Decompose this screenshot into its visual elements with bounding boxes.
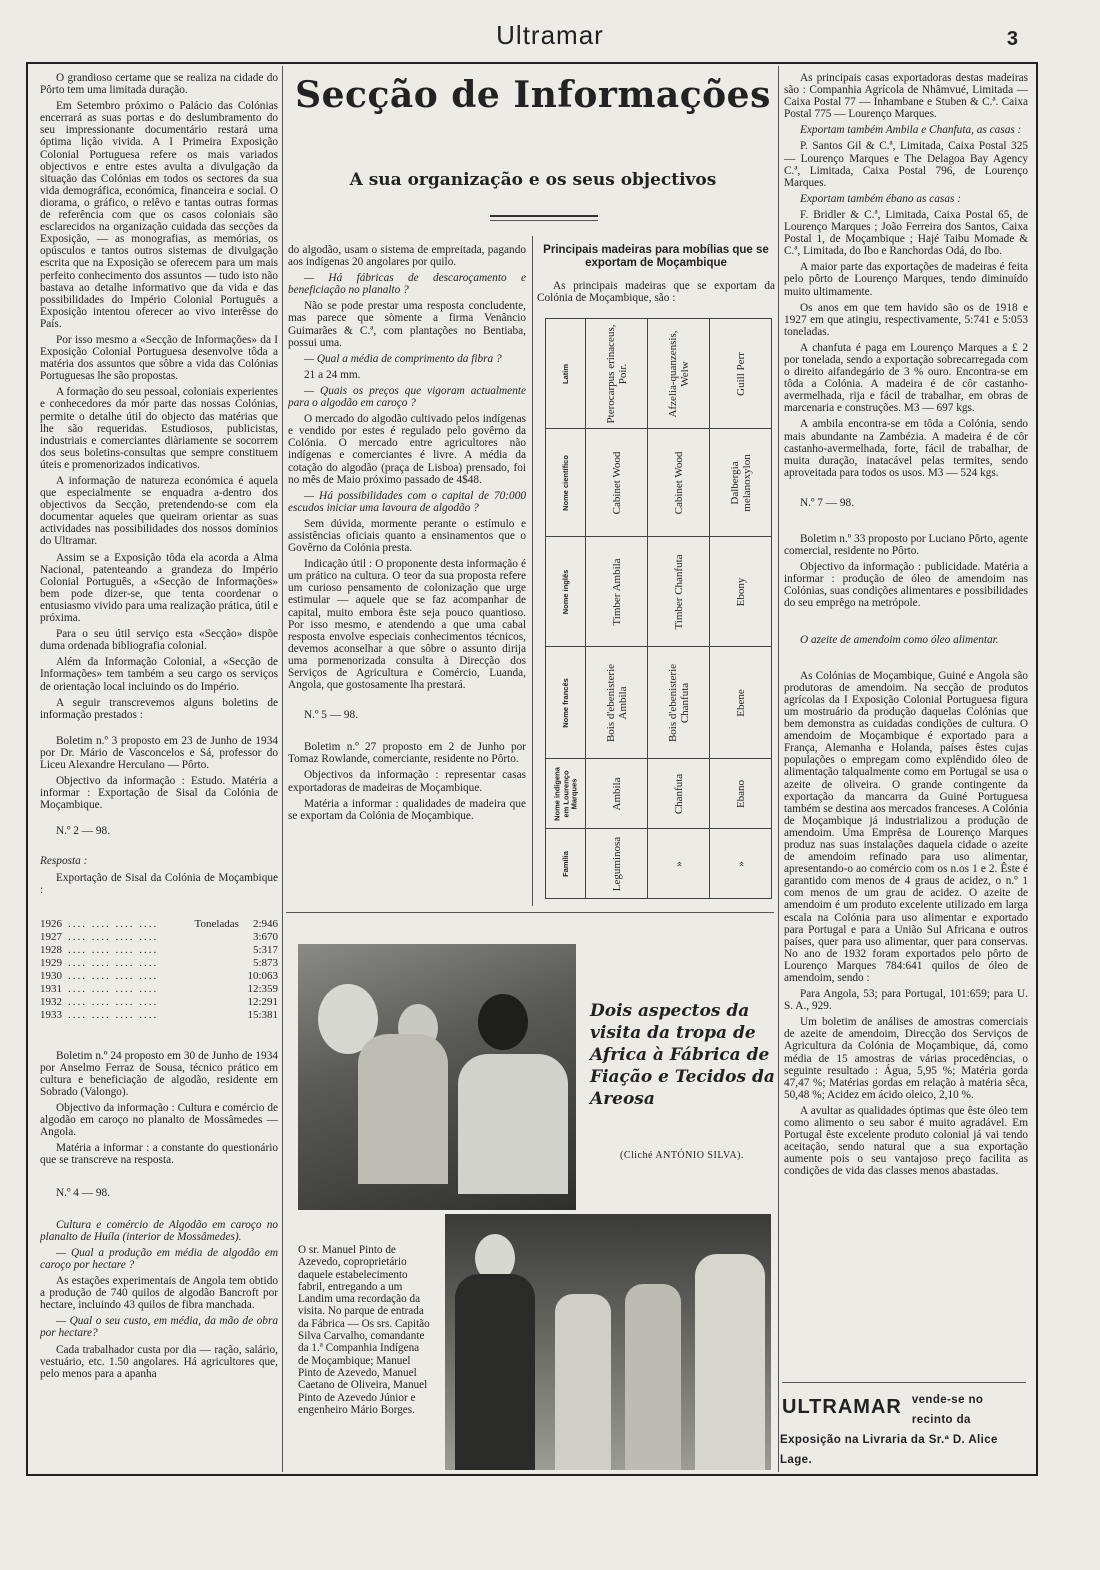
table-cell: Chanfuta xyxy=(648,759,710,829)
value: 3:670 xyxy=(252,930,278,943)
masthead: Ultramar xyxy=(496,20,604,50)
value: 15:381 xyxy=(247,1008,278,1021)
table-cell: Bois d'ebenisterie Chanfuta xyxy=(648,647,710,759)
table-cell: Dalbergia melanoxylon xyxy=(710,429,772,537)
paragraph: Por isso mesmo a «Secção de Informações» da I Exposição Colonial Portuguesa desenvolve tôda a matéria dos assuntos que sôbre a vida das Colónias Portuguesas lhe são propostas. xyxy=(40,333,278,383)
column-rule xyxy=(282,66,283,1472)
year: 1931 xyxy=(40,982,62,995)
subheading: O azeite de amendoim como óleo alimentar. xyxy=(800,633,999,646)
table-cell: » xyxy=(648,829,710,899)
table-cell: Pterocarpus erinaceus, Poir. xyxy=(586,319,648,429)
paragraph: — Qual o seu custo, em média, da mão de obra por hectare? xyxy=(40,1315,278,1340)
paragraph: Exportação de Sisal da Colónia de Moçambique : xyxy=(40,871,278,896)
photo-caption: Dois aspectos da visita da tropa de Africa à Fábrica de Fiação e Tecidos da Areosa xyxy=(590,1001,775,1109)
paragraph: — Há possibilidades com o capital de 70:000 escudos iniciar uma lavoura de algodão ? xyxy=(288,489,526,514)
woods-intro xyxy=(537,280,775,310)
woods-heading: Principais madeiras para mobílias que se exportam de Moçambique xyxy=(543,244,769,269)
year: 1926 xyxy=(40,917,62,930)
value: 12:291 xyxy=(247,995,278,1008)
paragraph: — Qual a média de comprimento da fibra ? xyxy=(304,352,502,365)
table-cell: Ebene xyxy=(710,647,772,759)
value: 12:359 xyxy=(247,982,278,995)
table-cell: Guill Perr xyxy=(710,319,772,429)
sisal-table xyxy=(40,918,278,1022)
paragraph: As principais madeiras que se exportam da Colónia de Moçambique, são : xyxy=(537,280,775,305)
table-cell: Cabinet Wood xyxy=(648,429,710,537)
bulletin-number: N.º 2 — 98. xyxy=(56,825,111,838)
paragraph: Cultura e comércio de Algodão em caroço no planalto de Huíla (interior de Mossâmedes). xyxy=(40,1218,278,1243)
table-header: Nome francês xyxy=(546,647,586,759)
paragraph: Para o seu útil serviço esta «Secção» dispõe duma ordenada bibliografia colonial. xyxy=(40,628,278,653)
paragraph: Objectivo da informação : Cultura e comércio de algodão em caroço no planalto de Mossâmedes — Angola. xyxy=(40,1102,278,1139)
paragraph: As estações experimentais de Angola tem obtido a produção de 740 quilos de algodão Bancroft por hectare, incluindo 43 quilos de fibra manchada. xyxy=(40,1275,278,1312)
table-row: 1933 .... .... .... .... 15:381 xyxy=(40,1008,278,1021)
year: 1932 xyxy=(40,995,62,1008)
paragraph: Objectivo da informação : Estudo. Matéria a informar : Exportação de Sisal da Colónia de Moçambique. xyxy=(40,775,278,812)
paragraph: Boletim n.º 24 proposto em 30 de Junho de 1934 por Anselmo Ferraz de Sousa, técnico prático em cultura e beneficiação de algodão, residente em Sobrado (Valongo). xyxy=(40,1049,278,1098)
page-number: 3 xyxy=(1006,28,1018,50)
paragraph: — Há fábricas de descaroçamento e beneficiação no planalto ? xyxy=(288,272,526,297)
paragraph: Para Angola, 53; para Portugal, 101:659; para U. S. A., 929. xyxy=(784,988,1028,1013)
bulletin-number: N.º 7 — 98. xyxy=(800,496,855,509)
paragraph: A informação de natureza económica é aquela que especialmente se enquadra a-dentro dos objectivos da Secção, pretendendo-se com ela documentar aqueles que queiram orientar as suas actividades nas possibilidades dos nossos domínios do Ultramar. xyxy=(40,475,278,548)
table-header: Latim xyxy=(546,319,586,429)
paragraph: Não se pode prestar uma resposta concludente, mas parece que sòmente a firma Venâncio Guimarães & C.ª, com plantações no Bentiaba, possui uma. xyxy=(288,300,526,349)
table-cell: » xyxy=(710,829,772,899)
table-header: Nome científico xyxy=(546,429,586,537)
table-row: 1932 .... .... .... .... 12:291 xyxy=(40,995,278,1008)
paragraph: — Qual a produção em média de algodão em caroço por hectare ? xyxy=(40,1246,278,1271)
paragraph: 21 a 24 mm. xyxy=(304,368,361,381)
paragraph: do algodão, usam o sistema de empreitada, pagando aos indígenas 20 angolares por quilo. xyxy=(288,244,526,269)
photo-credit: (Cliché ANTÓNIO SILVA). xyxy=(620,1150,744,1161)
paragraph: Exportam também ébano as casas : xyxy=(800,192,961,205)
paragraph: — Quais os preços que vigoram actualmente para o algodão em caroço ? xyxy=(288,384,526,410)
paragraph: Indicação útil : O proponente desta informação é um prático na cultura. O teor da sua proposta refere um curioso pensamento de colonização que urge estimular — aquele que se faz acompanhar de capital, muito embora êste seja pouco quantioso. Por isso mesmo, e atendendo a que uma cabal resposta envolve especiais conhecimentos técnicos, devemos aconselhar a que sôbre o assunto dirija uma pormenorizada consulta à Direcção dos Serviços de Agricultura e Comércio, Luanda, Angola, que gostosamente lha prestará. xyxy=(288,558,526,692)
table-cell: Leguminosa xyxy=(586,829,648,899)
paragraph: A seguir transcrevemos alguns boletins de informação prestados : xyxy=(40,696,278,721)
table-cell: Timber Ambila xyxy=(586,537,648,647)
section-rule xyxy=(286,912,774,913)
table-cell: Afzelia-quanzensis, Welw xyxy=(648,319,710,429)
photo2-caption: O sr. Manuel Pinto de Azevedo, coproprietário daquele estabelecimento fabril, entregando a um Landim uma recordação da visita. No parque de entrada da Fábrica — Os srs. Capitão Silva Carvalho, comandante da 1.ª Companhia Indígena de Moçambique; Manuel Pinto de Azevedo, Manuel Caetano de Oliveira, Manuel Pinto de Azevedo Júnior e engenheiro Mário Borges. xyxy=(298,1244,430,1416)
ad-box xyxy=(780,1390,1028,1472)
table-row: 1926 .... .... .... .... Toneladas 2:946 xyxy=(40,917,278,930)
paragraph: A chanfuta é paga em Lourenço Marques a £ 2 por tonelada, sendo a exportação sobrecarregada com o direito aifandegário de 3 % ouro. Encontra-se em tôda a Colónia. A madeira é de côr castanho-avermelhada, rija e fácil de trabalhar, em obras de marcenaria e construções. M3 — 697 kgs. xyxy=(784,341,1028,415)
title-rule xyxy=(490,215,598,217)
paragraph: As principais casas exportadoras destas madeiras são : Companhia Agrícola de Nhâmvué, Limitada — Caixa Postal 77 — Inhambane e Stuben & C.ª. Caixa Postal 775 — Lourenço Marques. xyxy=(784,72,1028,121)
value: 2:946 xyxy=(252,917,278,930)
paragraph: O mercado do algodão cultivado pelos indígenas e vendido por estes é regulado pelo govêrno da Colónia. O mercado entre agricultores não indígenas e comerciantes é livre. A média da cotação do algodão (praça de Lisboa) prensado, foi no mês de Maio próximo passado de 4$48. xyxy=(288,413,526,486)
paragraph: O grandioso certame que se realiza na cidade do Pôrto tem uma limitada duração. xyxy=(40,72,278,97)
paragraph: Os anos em que tem havido são os de 1918 e 1927 em que atingiu, respectivamente, 5:741 e 5:053 toneladas. xyxy=(784,301,1028,338)
table-cell: Timber Chanfuta xyxy=(648,537,710,647)
table-row: 1931 .... .... .... .... 12:359 xyxy=(40,982,278,995)
year: 1930 xyxy=(40,969,62,982)
column-1 xyxy=(40,72,278,1472)
value: 10:063 xyxy=(247,969,278,982)
paragraph: Além da Informação Colonial, a «Secção de Informações» tem também a seu cargo os serviços de orientação local incluindo os do Império. xyxy=(40,656,278,693)
paragraph: Boletim n.º 27 proposto em 2 de Junho por Tomaz Rowlande, comerciante, residente no Pôrto. xyxy=(288,741,526,766)
paragraph: Sem dúvida, mormente perante o estímulo e assistências oficiais quanto a ensinamentos que o Govêrno da Colónia presta. xyxy=(288,517,526,555)
paragraph: Exportam também Ambila e Chanfuta, as casas : xyxy=(800,124,1022,137)
year: 1927 xyxy=(40,930,62,943)
column-4 xyxy=(784,72,1028,1382)
photo-visit-handshake xyxy=(298,944,576,1210)
paragraph: A maior parte das exportações de madeiras é feita pelo pôrto de Lourenço Marques, tendo diminuído muito ultimamente. xyxy=(784,261,1028,298)
year: 1933 xyxy=(40,1008,62,1021)
year: 1928 xyxy=(40,943,62,956)
column-2 xyxy=(288,244,526,904)
paragraph: F. Bridler & C.ª, Limitada, Caixa Postal 65, de Lourenço Marques ; João Ferreira dos Santos, Caixa Postal 1, de Moçambique ; Hajé Taibu Momade & C.ª, Limitada, do Ibo e Ranchordas Odá, do Ibo. xyxy=(784,208,1028,258)
paragraph: Um boletim de análises de amostras comerciais de azeite de amendoim, Direcção dos Serviços de Agricultura da Colónia de Moçambique, dá, como média de 15 amostras de várias procedências, o seguinte resultado : Água, 5,95 %; Matéria gorda 47,47 %; Matérias gordas em relação à matéria sêca, 50,48 %; Acidez em ácido oleico, 2,10 %. xyxy=(784,1016,1028,1101)
table-row: 1927 .... .... .... .... 3:670 xyxy=(40,930,278,943)
table-cell: Bois d'ebenisterie Ambila xyxy=(586,647,648,759)
photo-factory-entrance xyxy=(445,1214,771,1470)
title-rule xyxy=(490,220,598,221)
ad-rule xyxy=(782,1382,1026,1383)
table-row: 1928 .... .... .... .... 5:317 xyxy=(40,943,278,956)
table-row: 1930 .... .... .... .... 10:063 xyxy=(40,969,278,982)
value: 5:317 xyxy=(252,943,278,956)
paragraph: Assim se a Exposição tôda ela acorda a Alma Nacional, patenteando a grandeza do Império Colonial Português, a «Secção de Informações» bem pode dizer-se, que tenta coordenar o entusiasmo vivido para uma realização prática, útil e próxima. xyxy=(40,551,278,625)
section-subtitle: A sua organização e os seus objectivos xyxy=(349,170,717,190)
ad-text: vende-se no recinto da Exposição na Livraria da Sr.ª D. Alice Lage. xyxy=(780,1394,998,1466)
bulletin-number: N.º 4 — 98. xyxy=(56,1186,111,1199)
table-row: 1929 .... .... .... .... 5:873 xyxy=(40,956,278,969)
paragraph: As Colónias de Moçambique, Guiné e Angola são produtoras de amendoim. Na secção de produtos agrícolas da I Exposição Colonial Portuguesa figura um mostruário da produção daquelas Colónias que bem demonstra as cuidadas condições de cultura. O amendoim de Moçambique é exportado para a França, Alemanha e Holanda, países êstes cujas populações o empregam como explêndido óleo de alimentação talqualmente como em Portugal se usa o azeite de oliveira. O grande contingente da exportação da mancarra da Guiné Portuguesa também se destina aos mercados franceses. A Colónia de Moçambique já industrializou a produção de amendoim. Uma Emprêsa de Lourenço Marques produz nas suas instalações daquela cidade o azeite de amendoim refinado para uso alimentar, apresentando-o ao comércio com os n.os 1 e 2. Êste é garantido com menos de 4 graus de acidez, o n.º 1 com menos de um grau de acidez. O azeite de amendoim é um produto excelente utilizado em larga escala na Colónia para uso alimentar e exportado para Portugal e para a União Sul Africana e outros países, quer para uso alimentar, quer para conservas. No ano de 1932 foram exportados pelo pôrto de Lourenço Marques 784:641 quilos de óleo de amendoim, sendo : xyxy=(784,669,1028,984)
table-header: Família xyxy=(546,829,586,899)
woods-table xyxy=(545,318,771,898)
answer-label: Resposta : xyxy=(40,855,88,868)
paragraph: A formação do seu pessoal, coloniais experientes e conhecedores da mór parte das nossas Colónias, permite o detalhe útil do objecto das matérias que lhe são requeridas. Estudiosos, publicistas, industriais e comerciantes diàriamente se socorrem dos seus boletins-consultas que sempre constituem úteis e promenorizados indicativos. xyxy=(40,386,278,471)
paragraph: P. Santos Gil & C.ª, Limitada, Caixa Postal 325 — Lourenço Marques e The Delagoa Bay Agency C.ª, Limitada, Caixa Postal 796, de Lourenço Marques. xyxy=(784,140,1028,189)
paragraph: Matéria a informar : a constante do questionário que se transcreve na resposta. xyxy=(40,1142,278,1167)
paragraph: Matéria a informar : qualidades de madeira que se exportam da Colónia de Moçambique. xyxy=(288,797,526,822)
table-header: Nome inglês xyxy=(546,537,586,647)
paragraph: Em Setembro próximo o Palácio das Colónias encerrará as suas portas e do deslumbramento do seu impressionante documentário restará uma óptima lição vivida. A I Primeira Exposição Colonial Portuguesa refere os mais variados objectivos e entre estes avulta a divulgação da situação das Colónias em todos os sectores da sua vida demográfica, económica, financeira e social. O diorama, o gráfico, o relêvo e tantas outras formas de referência com que os casos coloniais são esclarecidos na organização cuidada das secções da Exposição, — as monografias, as memórias, os opúsculos e tantos outros sistemas de divulgação escrita que na Exposição se oferecem para um mais perfeito conhecimento dos assuntos — tudo isto não bastava ao detalhe informativo que da vida e das possibilidades do Império Colonial Português a Exposição intentou oferecer ao vivo interêsse do País. xyxy=(40,100,278,330)
table-cell: Ebano xyxy=(710,759,772,829)
ad-brand: ULTRAMAR xyxy=(782,1396,902,1418)
table-cell: Cabinet Wood xyxy=(586,429,648,537)
paragraph: Cada trabalhador custa por dia — ração, salário, vestuário, etc. 1.50 angolares. Há agricultores que, pelo menos para a apanha xyxy=(40,1343,278,1380)
unit: Toneladas xyxy=(194,917,239,930)
paragraph: A ambila encontra-se em tôda a Colónia, sendo mais abundante na Zambézia. A madeira é de côr castanho-avermelhada, forte, fácil de trabalhar, de muita duração, inatacável pelas termites, sendo aproveitada para todos os usos. M3 — 524 kgs. xyxy=(784,418,1028,479)
table-cell: Ambila xyxy=(586,759,648,829)
paragraph: Boletim n.º 33 proposto por Luciano Pôrto, agente comercial, residente no Pôrto. xyxy=(784,533,1028,558)
bulletin-number: N.º 5 — 98. xyxy=(304,709,359,722)
year: 1929 xyxy=(40,956,62,969)
value: 5:873 xyxy=(252,956,278,969)
table-cell: Ebony xyxy=(710,537,772,647)
paragraph: A avultar as qualidades óptimas que êste óleo tem como alimento o seu sabor é muito agradável. Em Portugal êste excelente produto colonial já vai tendo aceitação, sendo natural que a sua exportação aumente pois o seu vantajoso preço facilita as condições de vida das classes menos abastadas. xyxy=(784,1104,1028,1178)
column-rule xyxy=(778,66,779,1472)
section-title: Secção de Informações xyxy=(295,74,771,116)
column-rule xyxy=(532,236,533,906)
paragraph: Objectivo da informação : publicidade. Matéria a informar : produção de óleo de amendoim nas Colónias, suas condições alimentares e possibilidades do seu emprêgo na metrópole. xyxy=(784,561,1028,610)
paragraph: Boletim n.º 3 proposto em 23 de Junho de 1934 por Dr. Mário de Vasconcelos e Sá, professor do Liceu Alexandre Herculano — Pôrto. xyxy=(40,734,278,771)
paragraph: Objectivos da informação : representar casas exportadoras de madeiras de Moçambique. xyxy=(288,769,526,794)
table-header: Nome indígena em Lourenço Marques xyxy=(546,759,586,829)
